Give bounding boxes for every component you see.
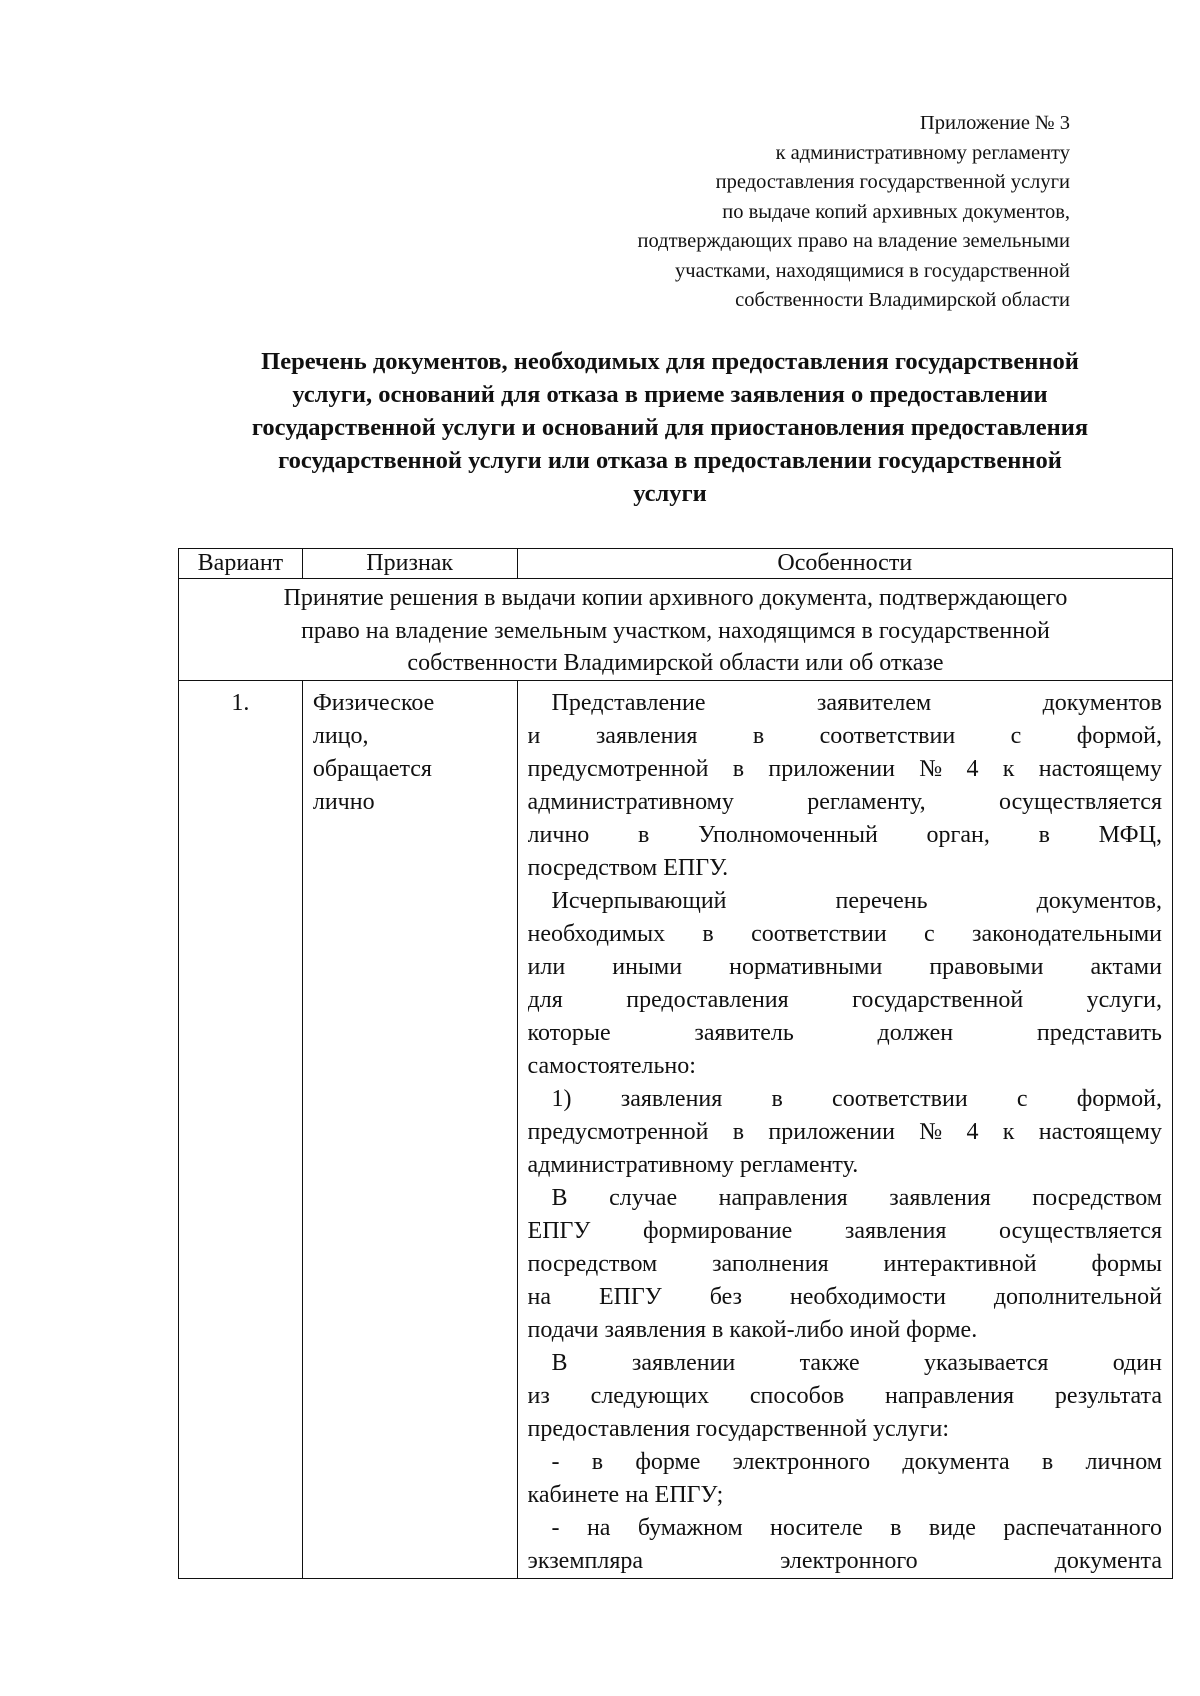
features-line: административному регламенту, осуществляется	[527, 788, 1162, 815]
annex-line: собственности Владимирской области	[735, 289, 1070, 311]
features-line: 1) заявления в соответствии с формой,	[551, 1085, 1162, 1112]
requirements-table	[178, 548, 1173, 1579]
features-line: посредством заполнения интерактивной формы	[527, 1250, 1162, 1277]
features-line: - в форме электронного документа в личном	[551, 1448, 1162, 1475]
features-line: для предоставления государственной услуги,	[527, 986, 1162, 1013]
features-line: - на бумажном носителе в виде распечатанного	[551, 1514, 1162, 1541]
sign-line: лично	[312, 788, 375, 815]
title-line: услуги	[633, 480, 707, 507]
title-line: Перечень документов, необходимых для предоставления государственной	[261, 348, 1079, 375]
sign-line: обращается	[312, 755, 432, 782]
header-features: Особенности	[517, 549, 1172, 579]
features-line: на ЕПГУ без необходимости дополнительной	[527, 1283, 1162, 1310]
features-paragraph	[528, 1347, 1162, 1446]
section-row	[179, 579, 1173, 681]
table-row	[179, 680, 1173, 1578]
annex-line: по выдаче копий архивных документов,	[722, 200, 1070, 223]
annex-line: подтверждающих право на владение земельными	[637, 230, 1070, 252]
features-line: или иными нормативными правовыми актами	[527, 953, 1162, 980]
section-cell	[179, 579, 1173, 681]
features-line: Исчерпывающий перечень документов,	[551, 887, 1162, 914]
variant-cell: 1.	[179, 680, 303, 1578]
title-line: услуги, оснований для отказа в приеме заявления о предоставлении	[292, 381, 1048, 408]
features-line: административному регламенту.	[527, 1151, 859, 1178]
features-paragraph	[528, 1083, 1162, 1182]
features-line: В случае направления заявления посредством	[551, 1184, 1162, 1211]
features-cell	[517, 680, 1172, 1578]
table-header-row	[179, 549, 1173, 579]
features-line: подачи заявления в какой-либо иной форме.	[527, 1316, 978, 1343]
features-paragraph	[528, 1182, 1162, 1347]
features-line: экземпляра электронного документа	[527, 1547, 1162, 1574]
features-paragraph	[528, 1512, 1162, 1578]
features-line: из следующих способов направления результата	[527, 1382, 1162, 1409]
header-sign: Признак	[302, 549, 517, 579]
annex-line: предоставления государственной услуги	[715, 171, 1070, 193]
features-line: В заявлении также указывается один	[551, 1349, 1162, 1376]
features-line: предоставления государственной услуги:	[527, 1415, 950, 1442]
features-line: необходимых в соответствии с законодательными	[527, 920, 1162, 947]
sign-cell	[302, 680, 517, 1578]
section-line: Принятие решения в выдачи копии архивного документа, подтверждающего	[283, 585, 1068, 611]
header-variant: Вариант	[179, 549, 303, 579]
annex-header	[510, 109, 1070, 316]
annex-line: участками, находящимися в государственной	[675, 259, 1070, 282]
section-line: право на владение земельным участком, находящимся в государственной	[301, 617, 1050, 644]
features-line: кабинете на ЕПГУ;	[527, 1481, 724, 1508]
features-body	[528, 687, 1162, 1578]
features-line: самостоятельно:	[527, 1052, 696, 1079]
sign-line: лицо,	[312, 722, 369, 749]
features-line: предусмотренной в приложении № 4 к настоящему	[527, 1118, 1162, 1145]
features-line: ЕПГУ формирование заявления осуществляется	[527, 1217, 1162, 1244]
features-line: которые заявитель должен представить	[527, 1019, 1162, 1046]
features-paragraph	[528, 885, 1162, 1083]
features-line: Представление заявителем документов	[551, 689, 1162, 716]
title-line: государственной услуги или отказа в предоставлении государственной	[278, 447, 1062, 474]
features-line: посредством ЕПГУ.	[527, 854, 729, 881]
features-paragraph	[528, 687, 1162, 885]
features-paragraph	[528, 1446, 1162, 1512]
annex-line: Приложение № 3	[919, 112, 1070, 134]
annex-line: к административному регламенту	[775, 141, 1070, 164]
title-line: государственной услуги и оснований для приостановления предоставления	[251, 414, 1089, 441]
section-line: собственности Владимирской области или об отказе	[407, 650, 944, 676]
document-title	[175, 345, 1165, 510]
features-line: и заявления в соответствии с формой,	[527, 722, 1162, 749]
sign-line: Физическое	[312, 689, 435, 716]
features-line: предусмотренной в приложении № 4 к настоящему	[527, 755, 1162, 782]
features-line: лично в Уполномоченный орган, в МФЦ,	[527, 821, 1162, 848]
